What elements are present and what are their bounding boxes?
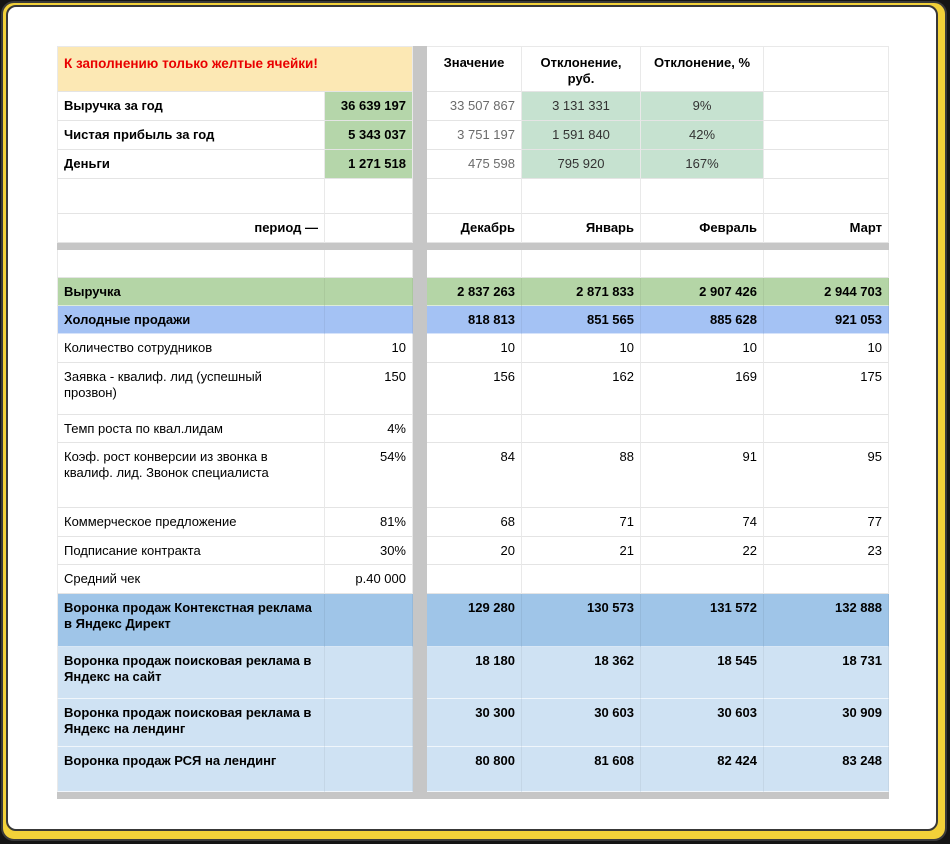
empty-cell[interactable] — [325, 214, 413, 243]
yearly-input-cell[interactable]: 1 271 518 — [325, 150, 413, 179]
row-label[interactable]: Коэф. рост конверсии из звонка в квалиф. лид. Звонок специалиста — [57, 443, 325, 508]
row-label[interactable]: Средний чек — [57, 565, 325, 594]
spreadsheet-table — [57, 46, 889, 799]
input-cell[interactable] — [325, 278, 413, 306]
data-row — [57, 363, 889, 415]
month-value-cell[interactable]: 162 — [522, 363, 641, 415]
empty-cell[interactable] — [764, 92, 889, 121]
month-value-cell[interactable] — [764, 415, 889, 443]
row-label[interactable]: Заявка - квалиф. лид (успешный прозвон) — [57, 363, 325, 415]
input-cell[interactable]: р.40 000 — [325, 565, 413, 594]
empty-cell[interactable] — [57, 250, 325, 278]
input-cell[interactable] — [325, 699, 413, 747]
month-value-cell[interactable]: 131 572 — [641, 594, 764, 647]
input-cell[interactable]: 30% — [325, 537, 413, 565]
month-header-march[interactable]: Март — [764, 214, 889, 243]
spreadsheet-card — [6, 5, 938, 831]
empty-cell[interactable] — [641, 179, 764, 214]
hidden-column-divider — [413, 214, 427, 243]
month-value-cell[interactable]: 885 628 — [641, 306, 764, 334]
month-value-cell[interactable] — [641, 415, 764, 443]
month-value-cell[interactable]: 23 — [764, 537, 889, 565]
month-value-cell[interactable]: 83 248 — [764, 747, 889, 792]
month-header-february[interactable]: Февраль — [641, 214, 764, 243]
month-value-cell[interactable]: 84 — [427, 443, 522, 508]
row-label[interactable]: Воронка продаж Контекстная реклама в Яндекс Директ — [57, 594, 325, 647]
month-value-cell[interactable]: 88 — [522, 443, 641, 508]
row-label[interactable]: Деньги — [57, 150, 325, 179]
month-value-cell[interactable]: 18 362 — [522, 647, 641, 699]
month-value-cell[interactable]: 77 — [764, 508, 889, 537]
hidden-column-divider — [413, 565, 427, 594]
empty-row — [57, 179, 889, 214]
empty-cell[interactable] — [522, 179, 641, 214]
hidden-column-divider — [413, 46, 427, 92]
row-label[interactable]: Выручка — [57, 278, 325, 306]
row-label[interactable]: Коммерческое предложение — [57, 508, 325, 537]
month-value-cell[interactable]: 921 053 — [764, 306, 889, 334]
hidden-column-divider — [413, 415, 427, 443]
month-value-cell[interactable]: 81 608 — [522, 747, 641, 792]
data-row — [57, 594, 889, 647]
value-cell[interactable]: 475 598 — [427, 150, 522, 179]
month-header-december[interactable]: Декабрь — [427, 214, 522, 243]
month-value-cell[interactable]: 132 888 — [764, 594, 889, 647]
row-label[interactable]: Холодные продажи — [57, 306, 325, 334]
row-label[interactable]: Воронка продаж поисковая реклама в Яндекс на лендинг — [57, 699, 325, 747]
hidden-column-divider — [413, 250, 427, 278]
month-value-cell[interactable]: 91 — [641, 443, 764, 508]
table-header-row — [57, 46, 889, 92]
empty-cell[interactable] — [764, 150, 889, 179]
month-value-cell[interactable]: 80 800 — [427, 747, 522, 792]
hidden-column-divider — [413, 537, 427, 565]
hidden-column-divider — [413, 594, 427, 647]
month-value-cell[interactable]: 10 — [427, 334, 522, 363]
input-cell[interactable]: 54% — [325, 443, 413, 508]
month-value-cell[interactable]: 2 837 263 — [427, 278, 522, 306]
month-value-cell[interactable] — [427, 565, 522, 594]
table-bottom-border — [57, 792, 889, 799]
hidden-column-divider — [413, 121, 427, 150]
summary-row — [57, 92, 889, 121]
month-value-cell[interactable] — [641, 565, 764, 594]
month-value-cell[interactable]: 851 565 — [522, 306, 641, 334]
month-value-cell[interactable]: 71 — [522, 508, 641, 537]
month-value-cell[interactable]: 818 813 — [427, 306, 522, 334]
empty-row — [57, 250, 889, 278]
month-value-cell[interactable]: 18 545 — [641, 647, 764, 699]
month-value-cell[interactable]: 30 300 — [427, 699, 522, 747]
input-cell[interactable] — [325, 747, 413, 792]
deviation-rub-cell[interactable]: 3 131 331 — [522, 92, 641, 121]
summary-row — [57, 121, 889, 150]
period-label[interactable]: период — — [57, 214, 325, 243]
month-value-cell[interactable]: 129 280 — [427, 594, 522, 647]
row-label[interactable]: Количество сотрудников — [57, 334, 325, 363]
input-cell[interactable]: 10 — [325, 334, 413, 363]
hidden-column-divider — [413, 334, 427, 363]
section-divider — [57, 243, 889, 250]
input-cell[interactable]: 4% — [325, 415, 413, 443]
fill-instruction-note[interactable]: К заполнению только желтые ячейки! — [57, 46, 413, 92]
input-cell[interactable] — [325, 306, 413, 334]
hidden-column-divider — [413, 306, 427, 334]
data-row — [57, 306, 889, 334]
input-cell[interactable]: 150 — [325, 363, 413, 415]
month-value-cell[interactable]: 68 — [427, 508, 522, 537]
input-cell[interactable] — [325, 594, 413, 647]
data-row — [57, 334, 889, 363]
month-value-cell[interactable]: 2 944 703 — [764, 278, 889, 306]
column-header-deviation-rub[interactable]: Отклонение, руб. — [522, 46, 641, 92]
hidden-column-divider — [413, 179, 427, 214]
data-row — [57, 443, 889, 508]
data-row — [57, 647, 889, 699]
month-value-cell[interactable]: 30 603 — [522, 699, 641, 747]
row-label[interactable]: Темп роста по квал.лидам — [57, 415, 325, 443]
deviation-pct-cell[interactable]: 42% — [641, 121, 764, 150]
data-row — [57, 278, 889, 306]
row-label[interactable]: Чистая прибыль за год — [57, 121, 325, 150]
deviation-rub-cell[interactable]: 1 591 840 — [522, 121, 641, 150]
month-value-cell[interactable]: 95 — [764, 443, 889, 508]
value-cell[interactable]: 33 507 867 — [427, 92, 522, 121]
summary-row — [57, 150, 889, 179]
empty-cell[interactable] — [325, 250, 413, 278]
deviation-pct-cell[interactable]: 167% — [641, 150, 764, 179]
hidden-column-divider — [413, 699, 427, 747]
empty-cell[interactable] — [641, 250, 764, 278]
input-cell[interactable]: 81% — [325, 508, 413, 537]
row-label[interactable]: Выручка за год — [57, 92, 325, 121]
hidden-column-divider — [413, 747, 427, 792]
month-value-cell[interactable]: 2 907 426 — [641, 278, 764, 306]
data-row — [57, 565, 889, 594]
month-value-cell[interactable]: 10 — [641, 334, 764, 363]
hidden-column-divider — [413, 150, 427, 179]
row-label[interactable]: Воронка продаж поисковая реклама в Яндекс на сайт — [57, 647, 325, 699]
empty-cell[interactable] — [427, 250, 522, 278]
month-value-cell[interactable]: 130 573 — [522, 594, 641, 647]
data-row — [57, 537, 889, 565]
month-value-cell[interactable]: 18 180 — [427, 647, 522, 699]
month-value-cell[interactable]: 21 — [522, 537, 641, 565]
month-value-cell[interactable] — [522, 565, 641, 594]
hidden-column-divider — [413, 92, 427, 121]
month-value-cell[interactable]: 74 — [641, 508, 764, 537]
month-value-cell[interactable]: 82 424 — [641, 747, 764, 792]
month-value-cell[interactable]: 22 — [641, 537, 764, 565]
hidden-column-divider — [413, 647, 427, 699]
month-value-cell[interactable]: 10 — [764, 334, 889, 363]
empty-cell[interactable] — [325, 179, 413, 214]
empty-cell[interactable] — [764, 179, 889, 214]
data-row — [57, 508, 889, 537]
column-header-value[interactable]: Значение — [427, 46, 522, 92]
value-cell[interactable]: 3 751 197 — [427, 121, 522, 150]
month-value-cell[interactable]: 10 — [522, 334, 641, 363]
hidden-column-divider — [413, 508, 427, 537]
month-value-cell[interactable]: 2 871 833 — [522, 278, 641, 306]
empty-cell[interactable] — [764, 46, 889, 92]
month-value-cell[interactable]: 18 731 — [764, 647, 889, 699]
data-row — [57, 747, 889, 792]
month-value-cell[interactable] — [427, 415, 522, 443]
yearly-input-cell[interactable]: 5 343 037 — [325, 121, 413, 150]
row-label[interactable]: Подписание контракта — [57, 537, 325, 565]
input-cell[interactable] — [325, 647, 413, 699]
hidden-column-divider — [413, 278, 427, 306]
deviation-pct-cell[interactable]: 9% — [641, 92, 764, 121]
deviation-rub-cell[interactable]: 795 920 — [522, 150, 641, 179]
empty-cell[interactable] — [427, 179, 522, 214]
data-row — [57, 699, 889, 747]
yearly-input-cell[interactable]: 36 639 197 — [325, 92, 413, 121]
empty-cell[interactable] — [764, 121, 889, 150]
month-header-january[interactable]: Январь — [522, 214, 641, 243]
month-value-cell[interactable]: 175 — [764, 363, 889, 415]
month-value-cell[interactable] — [522, 415, 641, 443]
hidden-column-divider — [413, 363, 427, 415]
month-value-cell[interactable] — [764, 565, 889, 594]
empty-cell[interactable] — [522, 250, 641, 278]
hidden-column-divider — [413, 443, 427, 508]
column-header-deviation-pct[interactable]: Отклонение, % — [641, 46, 764, 92]
period-row — [57, 214, 889, 243]
empty-cell[interactable] — [57, 179, 325, 214]
month-value-cell[interactable]: 30 603 — [641, 699, 764, 747]
month-value-cell[interactable]: 169 — [641, 363, 764, 415]
empty-cell[interactable] — [764, 250, 889, 278]
row-label[interactable]: Воронка продаж РСЯ на лендинг — [57, 747, 325, 792]
data-row — [57, 415, 889, 443]
month-value-cell[interactable]: 20 — [427, 537, 522, 565]
month-value-cell[interactable]: 156 — [427, 363, 522, 415]
month-value-cell[interactable]: 30 909 — [764, 699, 889, 747]
